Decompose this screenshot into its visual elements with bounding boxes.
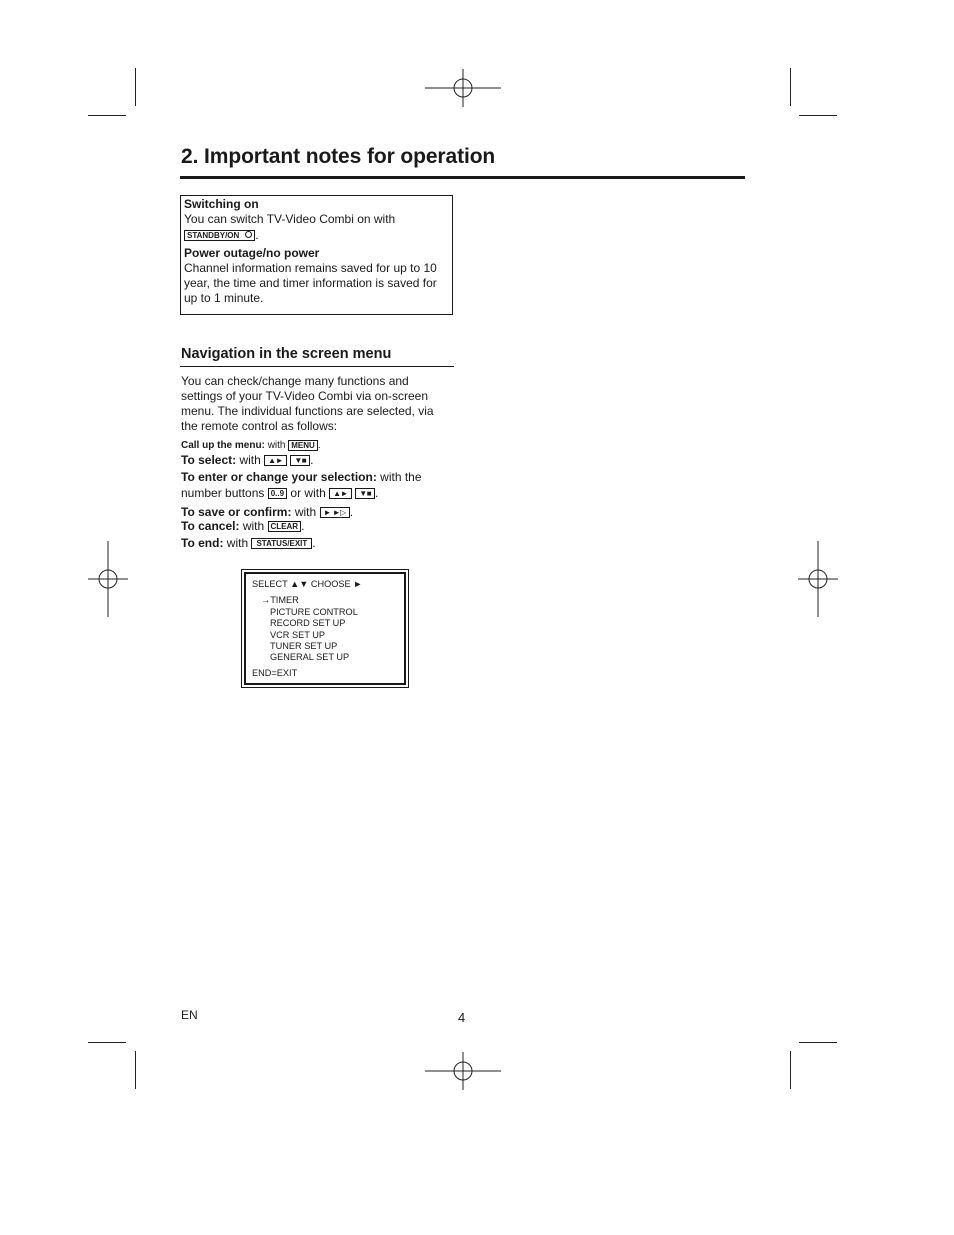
power-ring-icon bbox=[245, 231, 252, 238]
crop-mark bbox=[799, 1042, 837, 1043]
crop-mark bbox=[88, 1042, 126, 1043]
crop-mark bbox=[135, 68, 136, 106]
navigation-intro: You can check/change many functions and settings of your TV-Video Combi via on-screen menu. The individual functions are selected, via the remote control as follows: bbox=[181, 374, 434, 433]
language-code: EN bbox=[181, 1008, 198, 1022]
end-with: with bbox=[226, 536, 249, 550]
screen-menu-illustration bbox=[241, 569, 409, 688]
up-right-key: ▲► bbox=[264, 455, 287, 466]
cancel-label: To cancel: bbox=[181, 519, 240, 533]
enter-text-2: number buttons bbox=[181, 486, 265, 500]
enter-line-1 bbox=[181, 470, 422, 485]
page-number: 4 bbox=[458, 1010, 466, 1025]
play-forward-key: ► ►▷ bbox=[320, 507, 350, 518]
page-title: 2. Important notes for operation bbox=[181, 145, 496, 168]
clear-key: CLEAR bbox=[268, 521, 302, 532]
select-label: To select: bbox=[181, 453, 237, 467]
menu-key: MENU bbox=[288, 440, 318, 451]
section-rule bbox=[180, 366, 454, 367]
screen-menu-item: RECORD SET UP bbox=[270, 618, 346, 628]
down-stop-key: ▼■ bbox=[290, 455, 310, 466]
screen-menu-item: GENERAL SET UP bbox=[270, 652, 350, 662]
switching-on-text: You can switch TV-Video Combi on with bbox=[184, 212, 396, 226]
enter-text-1: with the bbox=[380, 470, 422, 484]
call-menu-label: Call up the menu: bbox=[181, 440, 265, 451]
registration-mark-icon bbox=[88, 541, 128, 617]
call-menu-line: Call up the menu: with MENU . bbox=[181, 440, 321, 451]
crop-mark bbox=[88, 115, 126, 116]
title-rule bbox=[180, 176, 745, 179]
switching-on-key-line: STANDBY/ON . bbox=[184, 228, 449, 243]
select-line: To select: with ▲► ▼■ . bbox=[181, 453, 314, 467]
registration-mark-icon bbox=[798, 541, 838, 617]
end-label: To end: bbox=[181, 536, 224, 550]
registration-mark-icon bbox=[425, 69, 501, 107]
power-outage-heading: Power outage/no power bbox=[184, 246, 320, 260]
power-outage-text: Channel information remains saved for up to 10 year, the time and timer information is saved for up to 1 minute. bbox=[184, 261, 437, 305]
save-label: To save or confirm: bbox=[181, 505, 292, 519]
up-right-key: ▲► bbox=[329, 488, 352, 499]
standby-key bbox=[184, 230, 255, 241]
notes-box bbox=[180, 195, 453, 315]
end-line: To end: with STATUS/EXIT . bbox=[181, 536, 316, 550]
screen-menu-header: SELECT ▲▼ CHOOSE ► bbox=[252, 579, 363, 589]
select-with: with bbox=[239, 453, 261, 467]
save-line: To save or confirm: with ► ►▷ . bbox=[181, 505, 354, 519]
enter-label: To enter or change your selection: bbox=[181, 470, 377, 484]
status-exit-key: STATUS/EXIT bbox=[251, 538, 312, 549]
screen-menu-item: VCR SET UP bbox=[270, 630, 325, 640]
screen-menu-footer: END=EXIT bbox=[252, 668, 298, 678]
crop-mark bbox=[135, 1051, 136, 1089]
down-stop-key: ▼■ bbox=[355, 488, 375, 499]
enter-or-with: or with bbox=[290, 486, 326, 500]
crop-mark bbox=[790, 68, 791, 106]
screen-menu-item: →TIMER bbox=[261, 595, 299, 605]
enter-line-2: number buttons 0..9 or with ▲► ▼■ . bbox=[181, 486, 379, 500]
switching-on-heading: Switching on bbox=[184, 197, 259, 211]
cancel-line: To cancel: with CLEAR . bbox=[181, 519, 305, 533]
crop-mark bbox=[790, 1051, 791, 1089]
registration-mark-icon bbox=[425, 1052, 501, 1090]
standby-key-label: STANDBY/ON bbox=[187, 231, 240, 241]
section-heading: Navigation in the screen menu bbox=[181, 346, 392, 362]
number-key: 0..9 bbox=[268, 488, 287, 499]
call-menu-with: with bbox=[267, 440, 286, 451]
screen-menu-item: TUNER SET UP bbox=[270, 641, 338, 651]
crop-mark bbox=[799, 115, 837, 116]
screen-menu-frame bbox=[244, 572, 406, 685]
cancel-with: with bbox=[242, 519, 265, 533]
screen-menu-item: PICTURE CONTROL bbox=[270, 607, 358, 617]
save-with: with bbox=[294, 505, 317, 519]
